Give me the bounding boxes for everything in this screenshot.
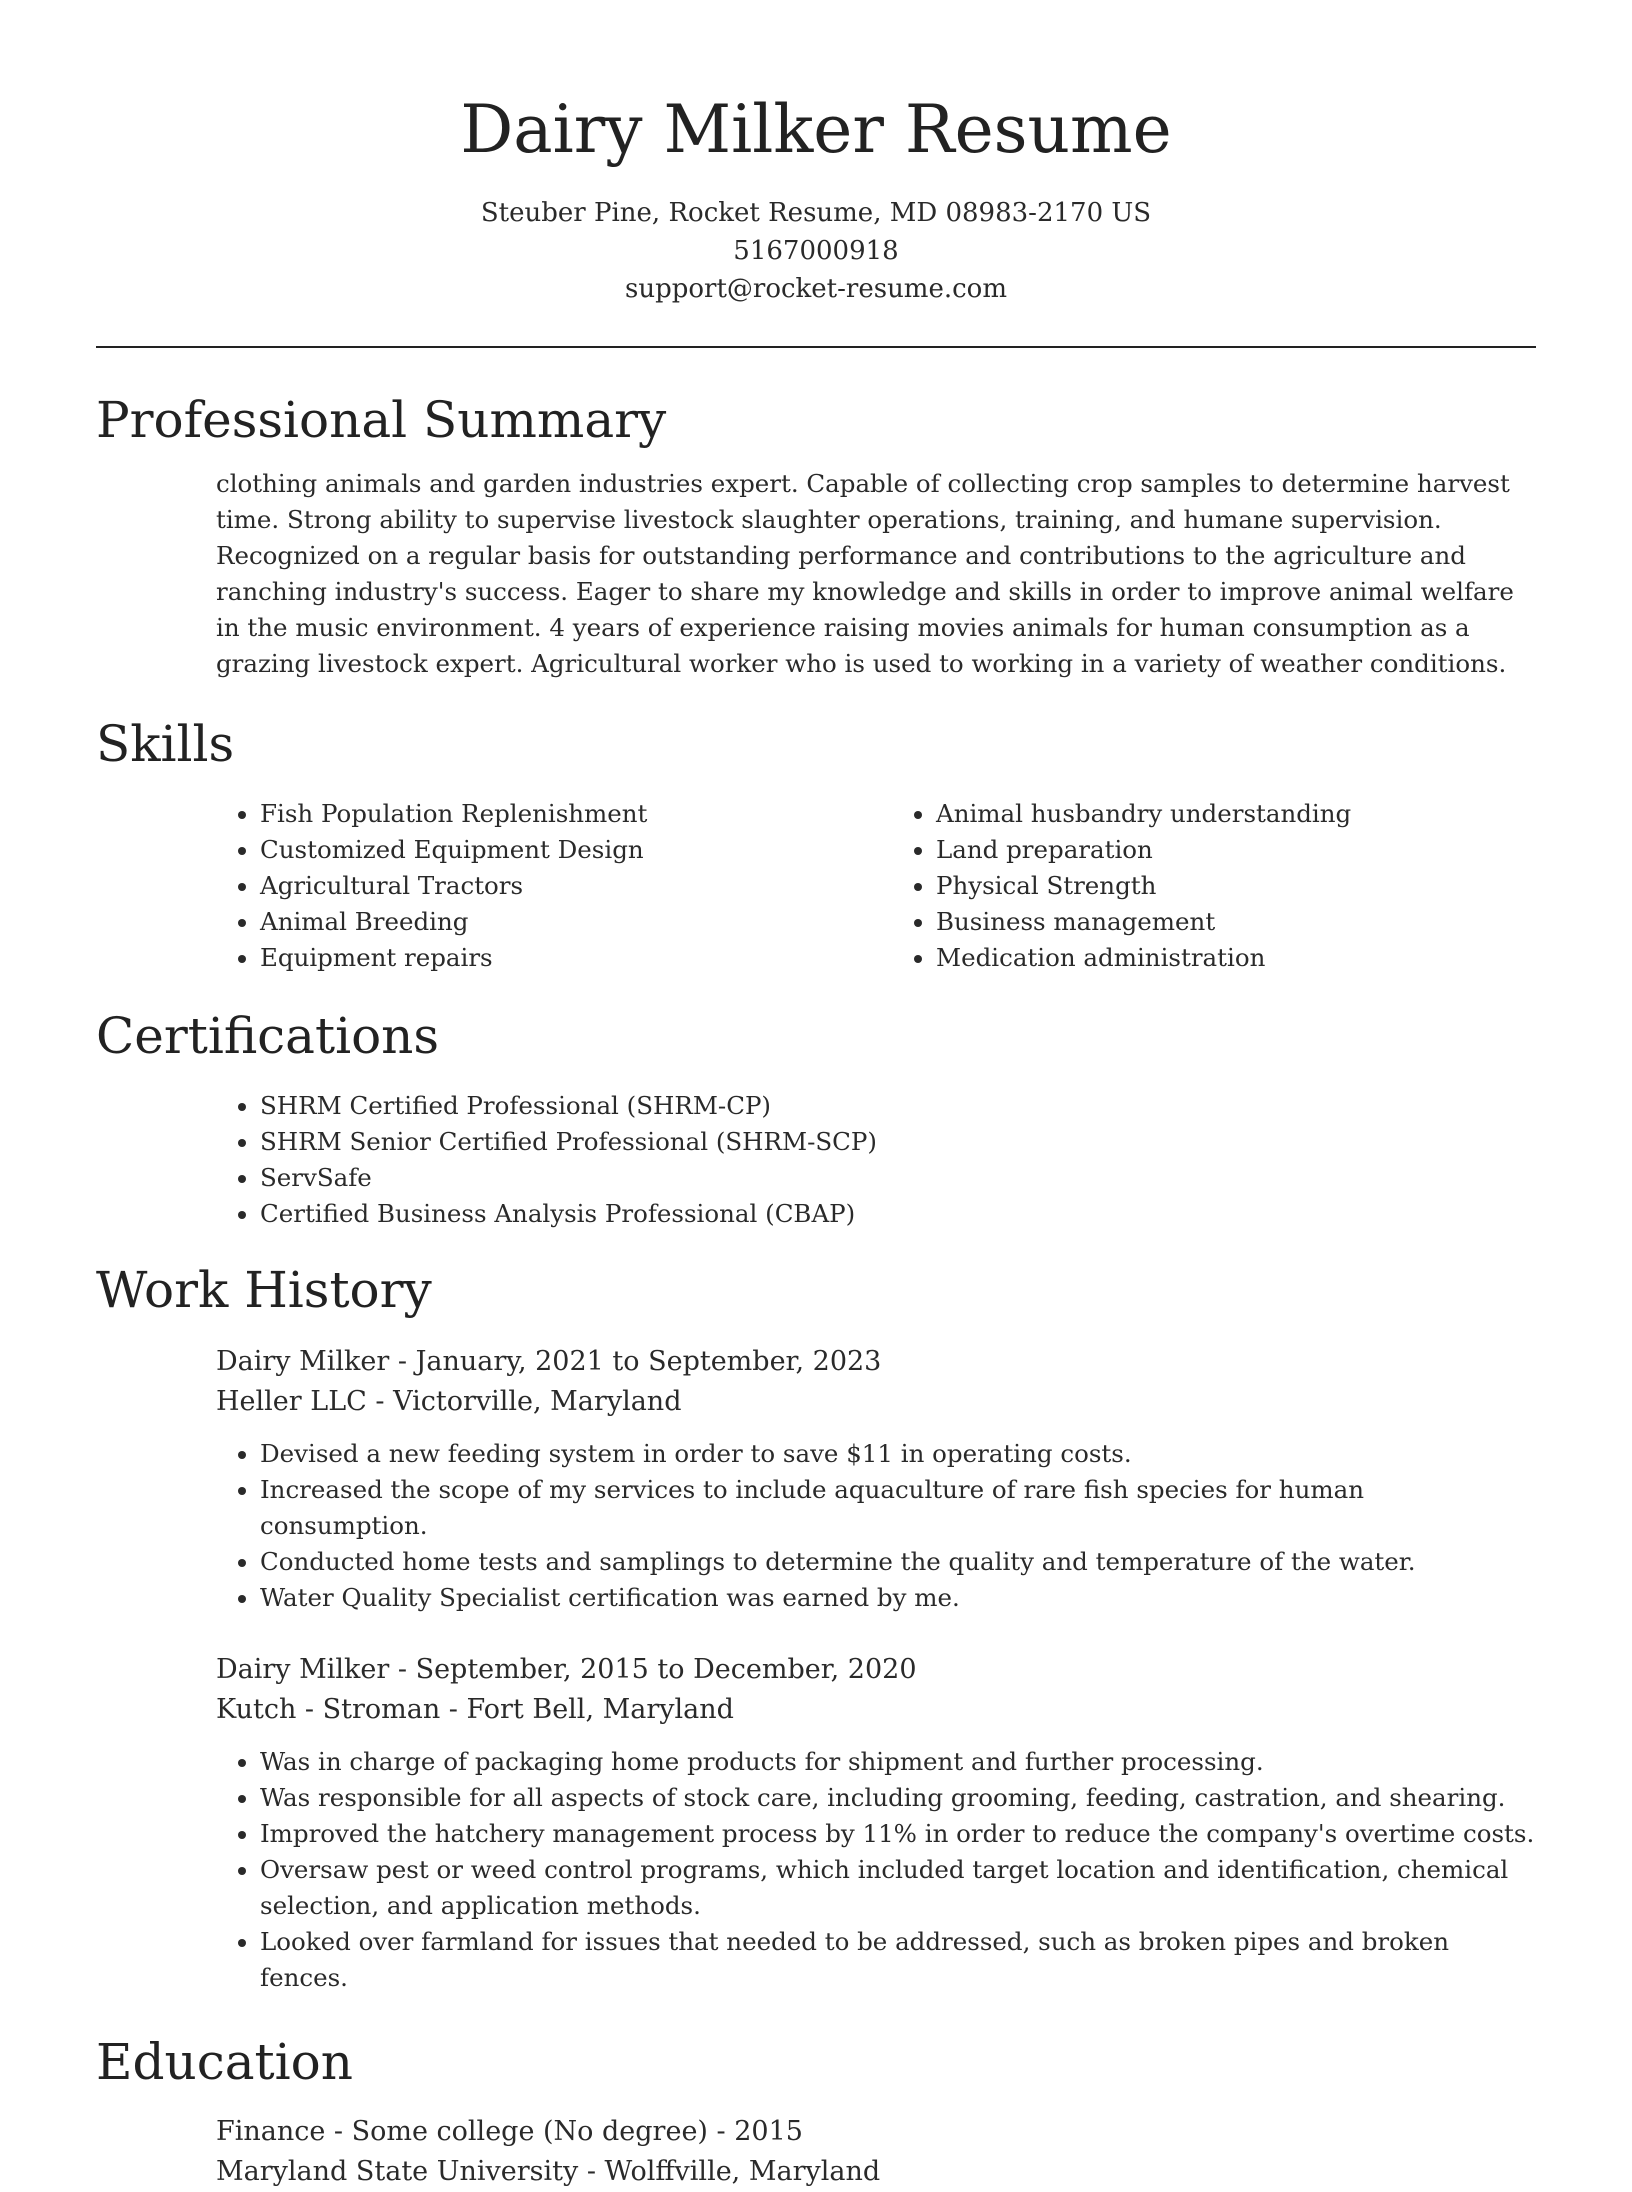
contact-address: Steuber Pine, Rocket Resume, MD 08983-2170 US	[480, 198, 1152, 228]
job-bullets	[96, 1744, 1536, 1996]
job-title-line: Dairy Milker - September, 2015 to December, 2020	[216, 1654, 917, 1685]
education-degree-line: Finance - Some college (No degree) - 2015	[216, 2116, 803, 2147]
contact-info	[96, 194, 1536, 308]
summary-heading: Professional Summary	[96, 391, 667, 449]
job-company-line: Heller LLC - Victorville, Maryland	[216, 1386, 682, 1417]
job-entry	[96, 1342, 1536, 1616]
education-heading: Education	[96, 2033, 353, 2091]
header-divider	[96, 346, 1536, 348]
skills-section	[96, 712, 1536, 976]
job-bullet: • Water Quality Specialist certification was earned by me.	[260, 1580, 1536, 1616]
skill-item: • Animal husbandry understanding	[936, 796, 1536, 832]
skill-item: • Physical Strength	[936, 868, 1536, 904]
skill-item: • Medication administration	[936, 940, 1536, 976]
job-entry	[96, 1650, 1536, 1996]
education-school-line: Maryland State University - Wolffville, Maryland	[216, 2156, 881, 2187]
skill-item: • Fish Population Replenishment	[260, 796, 910, 832]
job-bullet: • Was responsible for all aspects of stock care, including grooming, feeding, castration, and shearing.	[260, 1780, 1536, 1816]
resume-header	[96, 0, 1536, 308]
summary-text: clothing animals and garden industries expert. Capable of collecting crop samples to determine harvest time. Strong ability to supervise livestock slaughter operations, training, and humane supervision. Recognized on a regular basis for outstanding performance and contributions to the agriculture and ranching industry's success. Eager to share my knowledge and skills in order to improve animal welfare in the music environment. 4 years of experience raising movies animals for human consumption as a grazing livestock expert. Agricultural worker who is used to working in a variety of weather conditions.	[216, 469, 1514, 678]
job-bullet: • Oversaw pest or weed control programs, which included target location and identification, chemical selection, and application methods.	[260, 1852, 1536, 1924]
certification-item: • SHRM Certified Professional (SHRM-CP)	[260, 1088, 1536, 1124]
job-bullet: • Was in charge of packaging home products for shipment and further processing.	[260, 1744, 1536, 1780]
work-history-heading: Work History	[96, 1261, 432, 1319]
certifications-list	[96, 1088, 1536, 1232]
contact-phone: 5167000918	[733, 236, 899, 266]
summary-section	[96, 388, 1536, 682]
skill-item: • Land preparation	[936, 832, 1536, 868]
certifications-heading: Certifications	[96, 1007, 440, 1065]
skills-column-1	[96, 796, 910, 976]
skill-item: • Equipment repairs	[260, 940, 910, 976]
job-title-line: Dairy Milker - January, 2021 to September, 2023	[216, 1346, 882, 1377]
skill-item: • Customized Equipment Design	[260, 832, 910, 868]
job-bullets	[96, 1436, 1536, 1616]
certification-item: • SHRM Senior Certified Professional (SHRM-SCP)	[260, 1124, 1536, 1160]
skills-column-2	[936, 796, 1536, 976]
skill-item: • Business management	[936, 904, 1536, 940]
skill-item: • Animal Breeding	[260, 904, 910, 940]
job-company-line: Kutch - Stroman - Fort Bell, Maryland	[216, 1694, 734, 1725]
education-section	[96, 2030, 1536, 2192]
job-bullet: • Devised a new feeding system in order to save $11 in operating costs.	[260, 1436, 1536, 1472]
education-entry	[96, 2112, 1536, 2192]
job-bullet: • Looked over farmland for issues that needed to be addressed, such as broken pipes and broken fences.	[260, 1924, 1536, 1996]
certification-item: • Certified Business Analysis Professional (CBAP)	[260, 1196, 1536, 1232]
job-bullet: • Improved the hatchery management process by 11% in order to reduce the company's overtime costs.	[260, 1816, 1536, 1852]
work-history-section	[96, 1258, 1536, 1996]
skills-heading: Skills	[96, 715, 235, 773]
certification-item: • ServSafe	[260, 1160, 1536, 1196]
resume-title: Dairy Milker Resume	[460, 91, 1172, 168]
contact-email: support@rocket-resume.com	[624, 274, 1007, 304]
skill-item: • Agricultural Tractors	[260, 868, 910, 904]
job-bullet: • Increased the scope of my services to include aquaculture of rare fish species for human consumption.	[260, 1472, 1536, 1544]
skills-grid	[96, 796, 1536, 976]
job-bullet: • Conducted home tests and samplings to determine the quality and temperature of the water.	[260, 1544, 1536, 1580]
certifications-section	[96, 1004, 1536, 1232]
